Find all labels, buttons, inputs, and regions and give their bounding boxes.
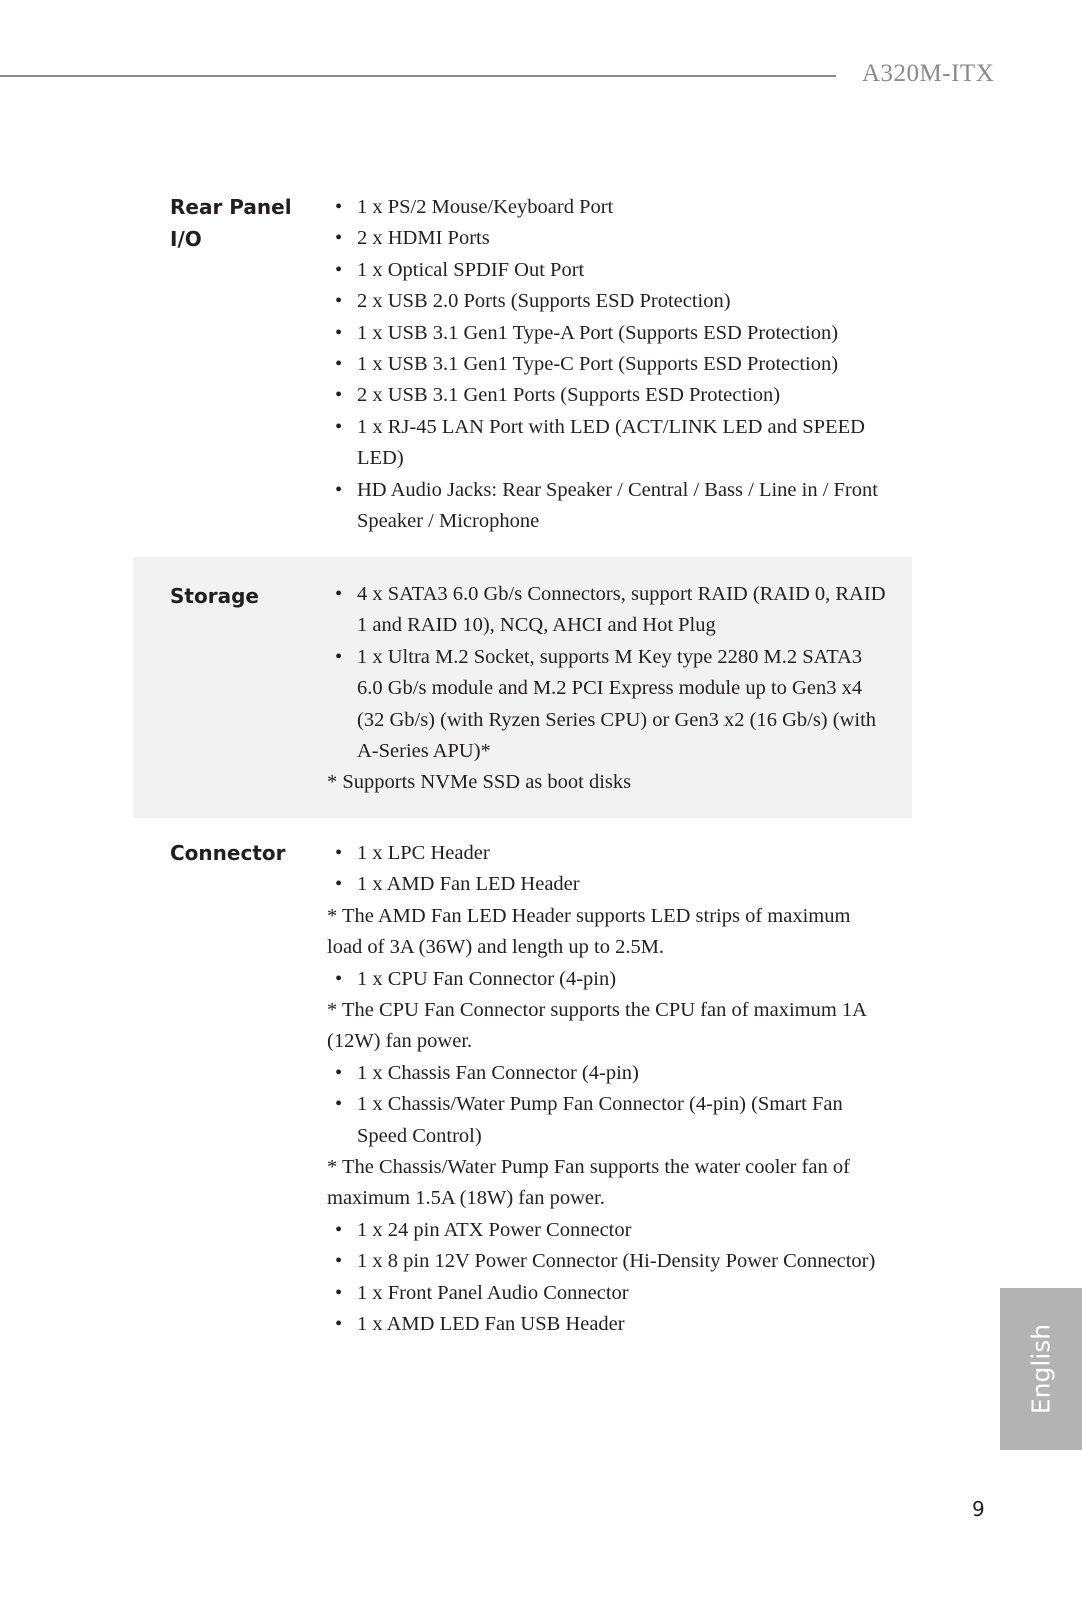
section-label: [170, 192, 292, 255]
section-rear-panel-io: [133, 192, 912, 532]
footnote: * The AMD Fan LED Header supports LED strips of maximum load of 3A (36W) and length up to 2.5M.: [327, 904, 851, 959]
header-rule: [0, 75, 836, 77]
list-item: • 1 x LPC Header: [327, 838, 887, 869]
section-label-line1: Rear Panel: [170, 195, 292, 219]
list-item: • 1 x PS/2 Mouse/Keyboard Port: [327, 192, 887, 223]
page-number: 9: [972, 1497, 985, 1521]
section-label: Storage: [170, 584, 259, 608]
footnote: * The CPU Fan Connector supports the CPU fan of maximum 1A (12W) fan power.: [327, 999, 866, 1053]
list-item: • 1 x CPU Fan Connector (4-pin): [327, 964, 887, 995]
list-item: • 2 x HDMI Ports: [327, 223, 887, 254]
section-storage: [133, 557, 912, 818]
list-item: • 2 x USB 3.1 Gen1 Ports (Supports ESD Protection): [327, 380, 887, 411]
section-label: Connector: [170, 841, 286, 865]
section-body: [327, 579, 887, 799]
list-item: • 1 x Chassis/Water Pump Fan Connector (4-pin) (Smart Fan Speed Control): [327, 1089, 887, 1152]
section-body: [327, 838, 887, 1341]
list-item: • HD Audio Jacks: Rear Speaker / Central / Bass / Line in / Front Speaker / Microphone: [327, 475, 887, 538]
language-tab-label: English: [1026, 1323, 1056, 1415]
list-item: • 1 x AMD Fan LED Header: [327, 869, 887, 900]
list-item: • 1 x Front Panel Audio Connector: [327, 1278, 887, 1309]
footnote: * Supports NVMe SSD as boot disks: [327, 771, 632, 794]
list-item: • 1 x Chassis Fan Connector (4-pin): [327, 1058, 887, 1089]
list-item: • 1 x 8 pin 12V Power Connector (Hi-Density Power Connector): [327, 1246, 887, 1277]
list-item: • 2 x USB 2.0 Ports (Supports ESD Protection): [327, 286, 887, 317]
section-body: [327, 192, 887, 537]
list-item: • 4 x SATA3 6.0 Gb/s Connectors, support RAID (RAID 0, RAID 1 and RAID 10), NCQ, AHCI and Hot Plug: [327, 579, 887, 642]
language-tab: [1000, 1288, 1082, 1450]
list-item: • 1 x 24 pin ATX Power Connector: [327, 1215, 887, 1246]
list-item: • 1 x RJ-45 LAN Port with LED (ACT/LINK LED and SPEED LED): [327, 412, 887, 475]
list-item: • 1 x Ultra M.2 Socket, supports M Key type 2280 M.2 SATA3 6.0 Gb/s module and M.2 PCI Express module up to Gen3 x4 (32 Gb/s) (with Ryzen Series CPU) or Gen3 x2 (16 Gb/s) (with A-Series APU)*: [327, 642, 887, 768]
list-item: • 1 x AMD LED Fan USB Header: [327, 1309, 887, 1340]
section-label-line2: I/O: [170, 226, 202, 251]
list-item: • 1 x USB 3.1 Gen1 Type-A Port (Supports ESD Protection): [327, 318, 887, 349]
section-connector: [133, 838, 912, 1378]
footnote: * The Chassis/Water Pump Fan supports the water cooler fan of maximum 1.5A (18W) fan power.: [327, 1156, 850, 1210]
header-model-title: A320M-ITX: [862, 60, 995, 87]
list-item: • 1 x Optical SPDIF Out Port: [327, 255, 887, 286]
list-item: • 1 x USB 3.1 Gen1 Type-C Port (Supports ESD Protection): [327, 349, 887, 380]
